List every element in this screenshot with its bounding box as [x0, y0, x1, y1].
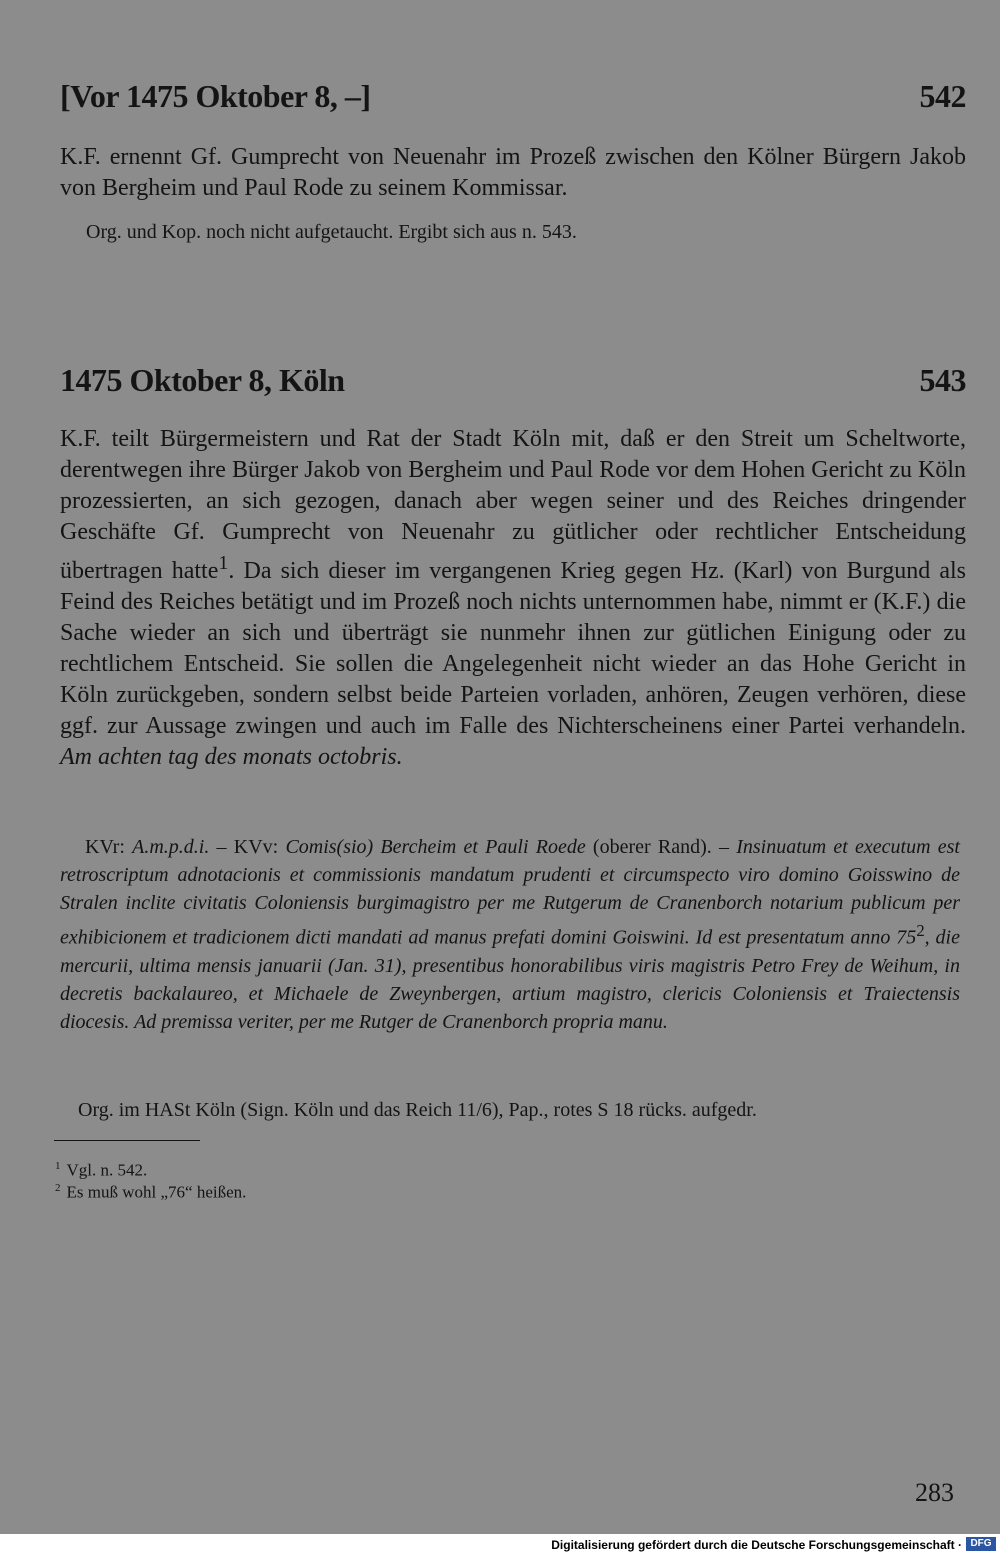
- entry-542-date: [Vor 1475 Oktober 8, –]: [60, 78, 371, 114]
- entry-543-date: 1475 Oktober 8, Köln: [60, 362, 345, 398]
- footnote-mark-2: 2: [55, 1182, 61, 1194]
- entry-543-tradition-note: [60, 833, 960, 1036]
- dating-clause: Am achten tag des monats octobris.: [60, 744, 403, 770]
- entry-543-original-note: Org. im HASt Köln (Sign. Köln und das Reich 11/6), Pap., rotes S 18 rücks. aufgedr.: [78, 1099, 757, 1121]
- entry-542-note: Org. und Kop. noch nicht aufgetaucht. Ergibt sich aus n. 543.: [86, 221, 577, 243]
- insinuation-text-1: Insinuatum et executum est retroscriptum adnotacionis et commissionis mandatum prudenti et circumspecto viro domino Goisswino de Stralen inclite civitatis Coloniensis burgimagistro per me Rutgerum de Cranenborch notarium publicum per exhibicionem et tradicionem dicti mandati ad manus prefati domini Goiswini. Id est presentatum anno 75: [60, 836, 960, 949]
- footnote-2: [55, 1178, 246, 1203]
- insinuation-text-2: , die mercurii, ultima mensis januarii (Jan. 31), presentibus honorabilibus viris magistris Petro Frey de Weihum, in decretis backalaureo, et Michaele de Zweynbergen, artium magistro, clericis Coloniensis et Traiectensis diocesis. Ad premissa veriter, per me Rutger de Cranenborch propria manu.: [60, 926, 960, 1033]
- kvv-text: Comis(sio) Bercheim et Pauli Roede: [285, 836, 586, 858]
- footer-credit: Digitalisierung gefördert durch die Deutsche Forschungsgemeinschaft ·: [551, 1538, 962, 1552]
- kvr-text: A.m.p.d.i.: [132, 836, 210, 858]
- entry-542-heading: [60, 78, 966, 115]
- footnote-text-1: Vgl. n. 542.: [66, 1160, 148, 1180]
- entry-542-regest: K.F. ernennt Gf. Gumprecht von Neuenahr im Prozeß zwischen den Kölner Bürgern Jakob von Bergheim und Paul Rode zu seinem Kommissar.: [60, 144, 966, 201]
- footer-bar: [0, 1534, 1000, 1554]
- footnote-text-2: Es muß wohl „76“ heißen.: [66, 1182, 247, 1202]
- footnote-ref-1: 1: [218, 552, 229, 574]
- regest-text-1: K.F. teilt Bürgermeistern und Rat der Stadt Köln mit, daß er den Streit um Scheltworte, derentwegen ihre Bürger Jakob von Bergheim und Paul Rode vor dem Hohen Gericht zu Köln prozessierten, an sich gezogen, danach aber wegen seiner und des Reiches dringender Geschäfte Gf. Gumprecht von Neuenahr zu gütlicher oder rechtlicher Entscheidung übertragen hatte: [60, 426, 966, 584]
- rand-text: (oberer Rand). –: [585, 836, 737, 858]
- page-number: 283: [915, 1478, 954, 1507]
- footnote-ref-2: 2: [916, 921, 925, 940]
- regest-text-2: . Da sich dieser im vergangenen Krieg gegen Hz. (Karl) von Burgund als Feind des Reiches betätigt und im Prozeß noch nichts unternommen habe, nimmt er (K.F.) die Sache wieder an sich und überträgt sie nunmehr ihnen zur gütlichen Einigung oder zu rechtlichem Entscheid. Sie sollen die Angelegenheit nicht wieder an das Hohe Gericht in Köln zurückgeben, sondern selbst beide Parteien vorladen, anhören, Zeugen verhören, diese ggf. zur Aussage zwingen und auch im Falle des Nichterscheinens einer Partei verhandeln.: [60, 558, 967, 739]
- dfg-logo-icon: DFG: [966, 1537, 996, 1551]
- kvv-label: – KVv:: [209, 836, 286, 858]
- entry-543-heading: [60, 362, 966, 399]
- entry-543-number: 543: [919, 362, 966, 398]
- entry-543-regest: [60, 424, 966, 773]
- footnote-separator: [54, 1140, 200, 1141]
- entry-542-number: 542: [919, 78, 966, 114]
- footnote-1: [55, 1156, 147, 1181]
- footnote-mark-1: 1: [55, 1160, 61, 1172]
- kvr-label: KVr:: [85, 836, 133, 858]
